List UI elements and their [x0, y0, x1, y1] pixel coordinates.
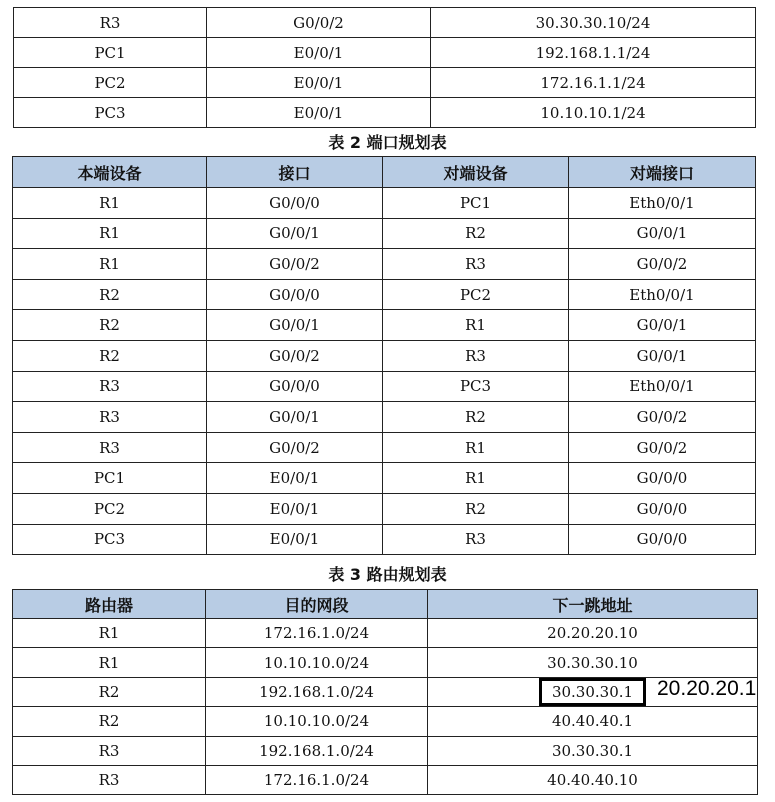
table-cell: R2	[383, 218, 569, 249]
port-plan-body	[13, 188, 756, 555]
table-row	[13, 371, 756, 402]
table-row	[13, 648, 758, 677]
table-cell: G0/0/2	[569, 249, 756, 280]
table-cell: 172.16.1.0/24	[206, 619, 428, 648]
table-row	[13, 677, 758, 706]
col-header-router: 路由器	[13, 590, 206, 619]
port-plan-table	[12, 156, 756, 555]
table-cell: R3	[383, 524, 569, 555]
table-cell: G0/0/0	[569, 524, 756, 555]
table-cell: PC3	[383, 371, 569, 402]
table-row	[13, 493, 756, 524]
table-row	[13, 619, 758, 648]
table-cell: G0/0/2	[569, 402, 756, 433]
table-cell: R3	[14, 8, 207, 38]
table-cell: PC3	[14, 98, 207, 128]
col-header-interface: 接口	[207, 157, 383, 188]
table-row	[14, 98, 756, 128]
table-cell: 30.30.30.10/24	[431, 8, 756, 38]
port-plan-caption: 表 2 端口规划表	[328, 133, 447, 152]
table-cell: R1	[383, 310, 569, 341]
table-cell: G0/0/2	[569, 432, 756, 463]
table-cell: 172.16.1.0/24	[206, 765, 428, 794]
table-cell: E0/0/1	[207, 463, 383, 494]
table-cell: R2	[13, 310, 207, 341]
table-row	[13, 463, 756, 494]
table-cell: E0/0/1	[207, 493, 383, 524]
table-cell: R2	[383, 493, 569, 524]
route-plan-body	[13, 619, 758, 795]
table-row	[13, 524, 756, 555]
table-row	[13, 218, 756, 249]
table-cell: R3	[13, 736, 206, 765]
table-cell: G0/0/0	[569, 463, 756, 494]
table-cell: 40.40.40.10	[428, 765, 758, 794]
table-cell: G0/0/1	[569, 340, 756, 371]
table-cell: E0/0/1	[207, 68, 431, 98]
table-cell: G0/0/0	[207, 188, 383, 219]
col-header-peer-device: 对端设备	[383, 157, 569, 188]
table-cell: R3	[383, 249, 569, 280]
table-cell: G0/0/2	[207, 249, 383, 280]
table-row	[13, 340, 756, 371]
table-cell: 172.16.1.1/24	[431, 68, 756, 98]
table-cell: R1	[13, 249, 207, 280]
table-row	[14, 8, 756, 38]
table-cell: R3	[13, 432, 207, 463]
table-cell: R1	[13, 188, 207, 219]
table-cell: R2	[13, 340, 207, 371]
table-cell: Eth0/0/1	[569, 188, 756, 219]
table-cell: PC1	[14, 38, 207, 68]
table-cell: G0/0/0	[207, 279, 383, 310]
table-row	[13, 279, 756, 310]
table-cell: R1	[383, 432, 569, 463]
table-cell: G0/0/2	[207, 340, 383, 371]
table-row	[14, 38, 756, 68]
table-cell: R3	[383, 340, 569, 371]
address-table-body	[14, 8, 756, 128]
handwritten-correction-annotation: 20.20.20.1	[657, 677, 757, 700]
col-header-local-device: 本端设备	[13, 157, 207, 188]
table-cell: 192.168.1.0/24	[206, 736, 428, 765]
table-cell: G0/0/0	[569, 493, 756, 524]
table-cell: 20.20.20.10	[428, 619, 758, 648]
table-row	[14, 68, 756, 98]
table-cell: R1	[13, 218, 207, 249]
col-header-destination: 目的网段	[206, 590, 428, 619]
col-header-peer-interface: 对端接口	[569, 157, 756, 188]
table-cell: 30.30.30.1	[428, 736, 758, 765]
table-row	[13, 249, 756, 280]
port-plan-header-row	[13, 157, 756, 188]
table-cell: R1	[13, 648, 206, 677]
table-row	[13, 188, 756, 219]
table-cell: R3	[13, 371, 207, 402]
table-cell: G0/0/0	[207, 371, 383, 402]
route-plan-header-row	[13, 590, 758, 619]
table-cell: PC3	[13, 524, 207, 555]
table-row	[13, 402, 756, 433]
table-cell: R3	[13, 402, 207, 433]
table-cell: E0/0/1	[207, 524, 383, 555]
address-table-continued	[13, 7, 756, 128]
table-cell: PC2	[383, 279, 569, 310]
table-cell: 10.10.10.0/24	[206, 648, 428, 677]
table-cell: PC1	[383, 188, 569, 219]
table-cell: G0/0/1	[207, 402, 383, 433]
table-cell: PC2	[13, 493, 207, 524]
table-row	[13, 707, 758, 736]
table-cell: R2	[13, 279, 207, 310]
table-cell: G0/0/1	[569, 218, 756, 249]
table-row	[13, 310, 756, 341]
table-cell: 30.30.30.10	[428, 648, 758, 677]
table-cell: R2	[13, 707, 206, 736]
table-cell: R1	[383, 463, 569, 494]
table-cell: G0/0/1	[207, 218, 383, 249]
table-cell: R2	[383, 402, 569, 433]
table-cell: Eth0/0/1	[569, 279, 756, 310]
table-cell: Eth0/0/1	[569, 371, 756, 402]
table-cell: 192.168.1.1/24	[431, 38, 756, 68]
table-cell: G0/0/2	[207, 8, 431, 38]
table-row	[13, 432, 756, 463]
table-cell: E0/0/1	[207, 38, 431, 68]
table-cell: R1	[13, 619, 206, 648]
table-cell: 10.10.10.0/24	[206, 707, 428, 736]
table-cell: PC1	[13, 463, 207, 494]
table-cell: R2	[13, 677, 206, 706]
table-cell: 192.168.1.0/24	[206, 677, 428, 706]
table-cell: PC2	[14, 68, 207, 98]
table-row	[13, 765, 758, 794]
table-cell: 40.40.40.1	[428, 707, 758, 736]
table-cell: E0/0/1	[207, 98, 431, 128]
table-cell: 10.10.10.1/24	[431, 98, 756, 128]
table-cell: G0/0/2	[207, 432, 383, 463]
highlighted-next-hop: 30.30.30.1	[539, 678, 646, 706]
table-cell: R3	[13, 765, 206, 794]
table-row	[13, 736, 758, 765]
route-plan-caption: 表 3 路由规划表	[328, 565, 447, 584]
table-cell: G0/0/1	[207, 310, 383, 341]
table-cell: G0/0/1	[569, 310, 756, 341]
route-plan-table	[12, 589, 758, 795]
col-header-next-hop: 下一跳地址	[428, 590, 758, 619]
